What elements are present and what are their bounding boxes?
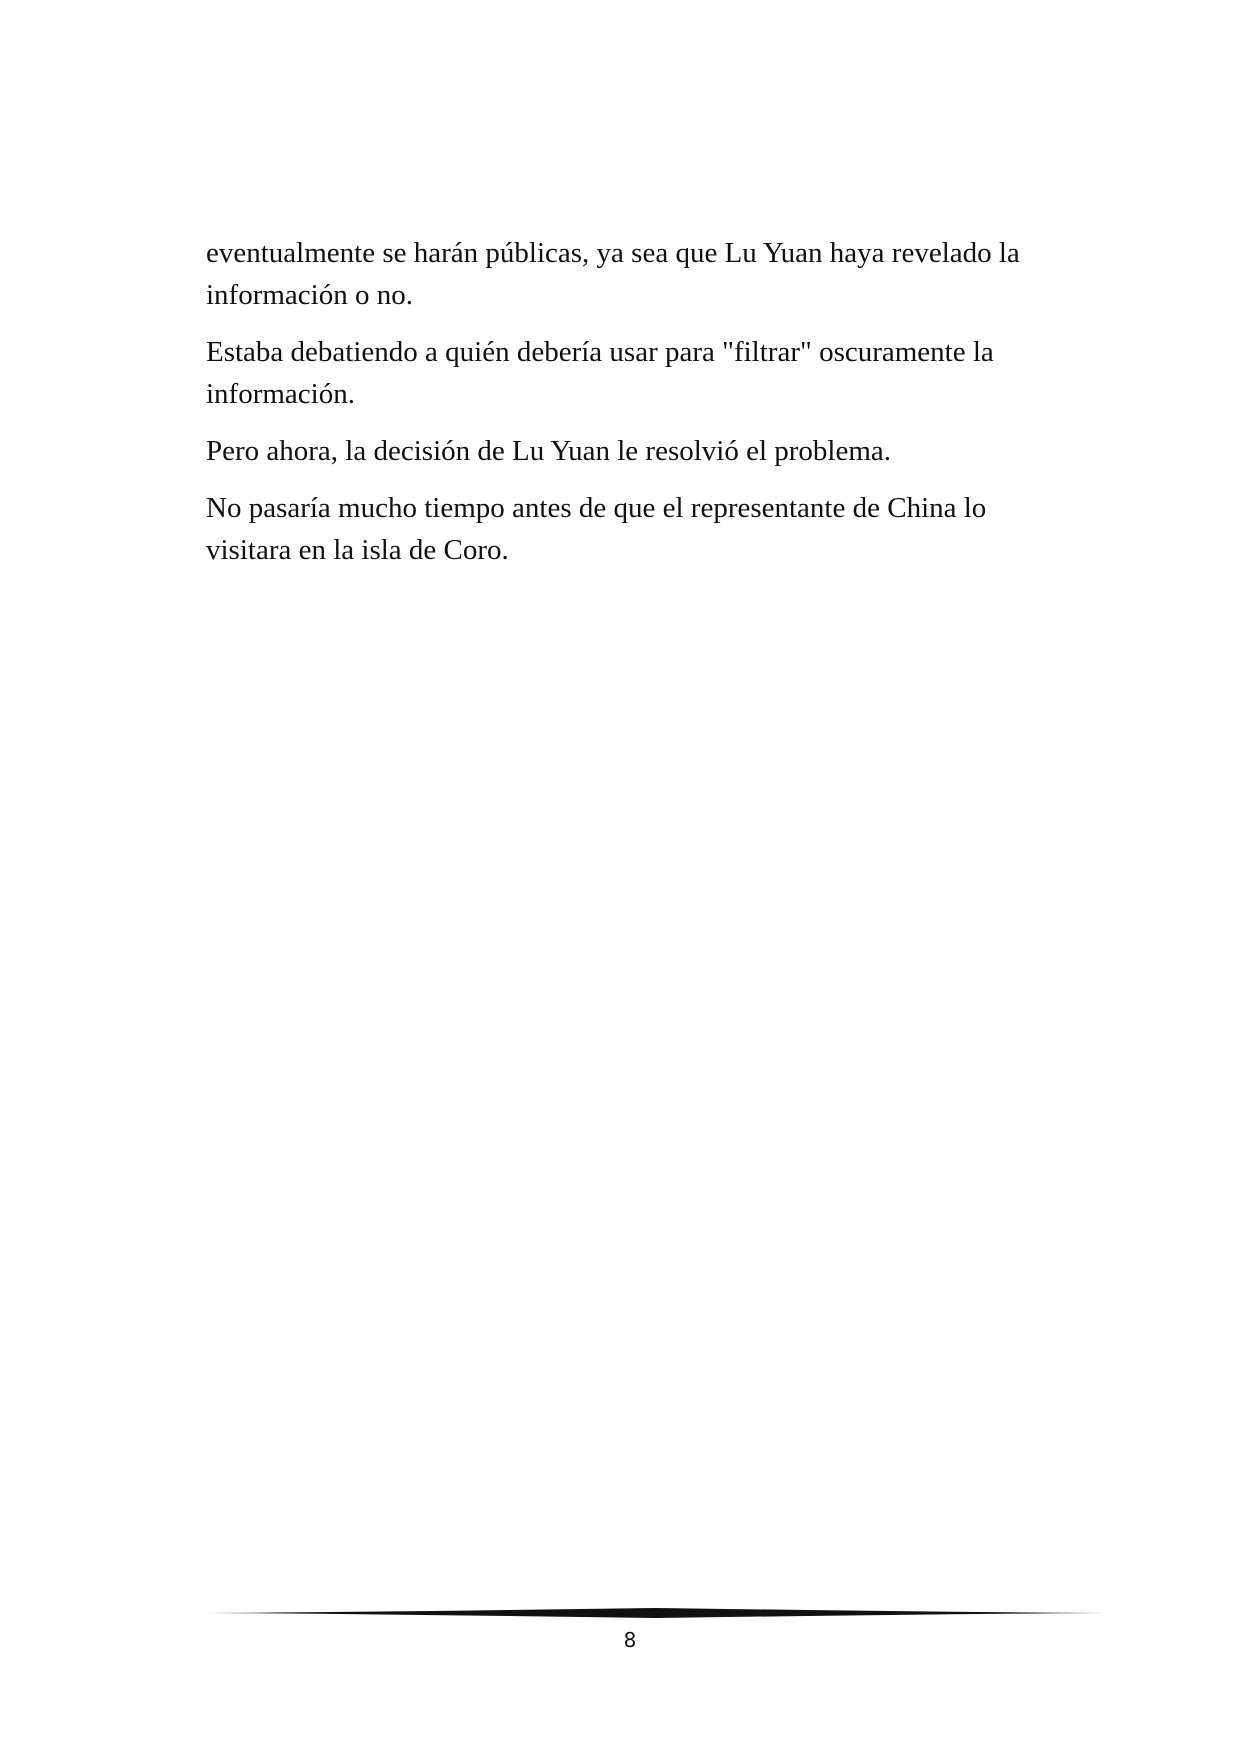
page-number: 8 (623, 1628, 637, 1652)
paragraph-3: Pero ahora, la decisión de Lu Yuan le resolvió el problema. (206, 435, 892, 467)
paragraph-2: Estaba debatiendo a quién debería usar para "filtrar" oscuramente la información. (206, 336, 994, 410)
body-text (206, 232, 1066, 586)
paragraph-1: eventualmente se harán públicas, ya sea que Lu Yuan haya revelado la información o no. (206, 237, 1020, 311)
paragraph-4: No pasaría mucho tiempo antes de que el representante de China lo visitara en la isla de Coro. (206, 492, 987, 566)
footer-divider (206, 1606, 1106, 1620)
